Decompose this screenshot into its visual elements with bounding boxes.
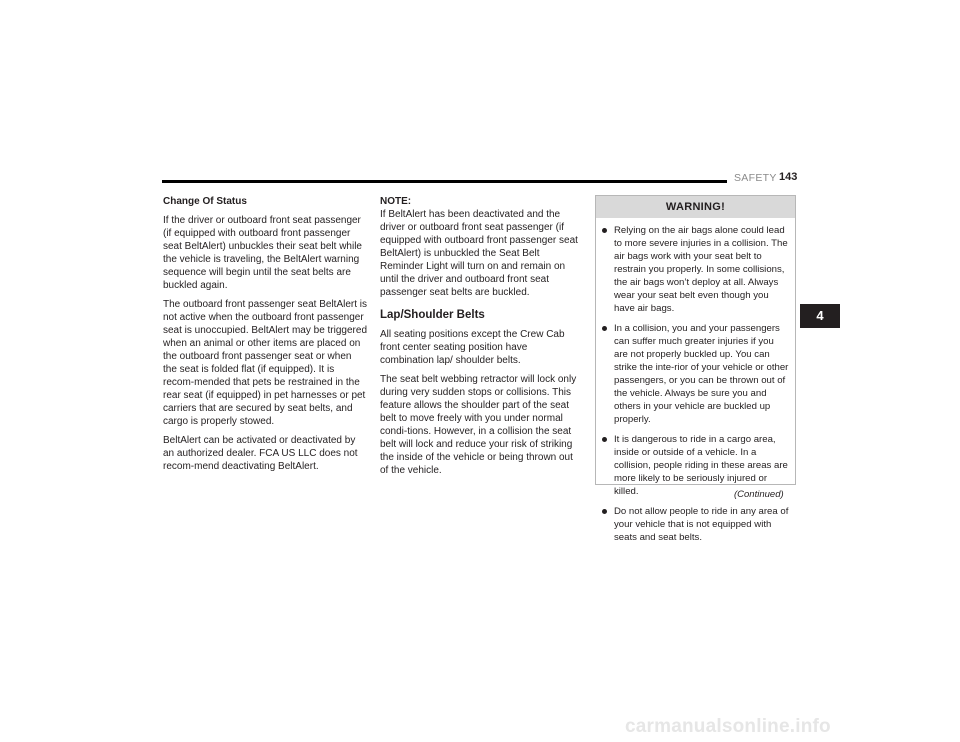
warning-title: WARNING! [596,196,795,218]
note-label: NOTE: [380,196,412,207]
chapter-tab: 4 [800,304,840,328]
watermark: carmanualsonline.info [625,716,831,737]
page-number: 143 [779,171,798,183]
warning-item [602,224,789,315]
paragraph: If the driver or outboard front seat passenger (if equipped with outboard front passenger seat BeltAlert) unbuckles their seat belt while the vehicle is traveling, the BeltAlert warning sequence will begin until the seat belts are buckled again. [163,215,362,291]
note-text: If BeltAlert has been deactivated and the driver or outboard front seat passenger (if equipped with outboard front passenger seat BeltAlert) is unbuckled the Seat Belt Reminder Light will turn on and remain on until the driver and outboard front seat passenger seat belts are buckled. [380,209,578,298]
continued-label: (Continued) [734,489,784,500]
bullet-icon [602,509,607,514]
section-title: SAFETY [734,172,777,184]
paragraph: The seat belt webbing retractor will lock only during very sudden stops or collisions. This feature allows the shoulder part of the seat belt to move freely with you under normal condi-tions. However, in a collision the seat belt will lock and reduce your risk of striking the inside of the vehicle or being thrown out of the vehicle. [380,374,577,476]
bullet-icon [602,228,607,233]
warning-item-text: Relying on the air bags alone could lead to more severe injuries in a collision. The air bags work with your seat belt to restrain you properly. In some collisions, the air bags won’t deploy at all. Always wear your seat belt even though you have air bags. [614,225,788,314]
heading-lap-shoulder-belts: Lap/Shoulder Belts [380,309,485,321]
paragraph: The outboard front passenger seat BeltAlert is not active when the outboard front passenger seat is unoccupied. BeltAlert may be triggered when an animal or other items are placed on the outboard front passenger seat or when the seat is folded flat (if equipped). It is recom-mended that pets be restrained in the rear seat (if equipped) in pet harnesses or pet carriers that are secured by seat belts, and cargo is properly stowed. [163,299,368,427]
bullet-icon [602,437,607,442]
warning-item-text: In a collision, you and your passengers can suffer much greater injuries if you are not properly buckled up. You can strike the inte-rior of your vehicle or other passengers, or you can be thrown out of the vehicle. Always be sure you and others in your vehicle are buckled up properly. [614,323,789,425]
bullet-icon [602,326,607,331]
warning-item [602,322,789,426]
warning-item [602,505,789,544]
column-left [163,195,368,479]
paragraph: BeltAlert can be activated or deactivated by an authorized dealer. FCA US LLC does not recom-mend deactivating BeltAlert. [163,435,358,472]
paragraph: All seating positions except the Crew Cab front center seating position have combination lap/ shoulder belts. [380,329,565,366]
header-rule [162,180,727,183]
note [380,195,581,299]
column-middle [380,195,581,483]
warning-item-text: It is dangerous to ride in a cargo area, inside or outside of a vehicle. In a collision, people riding in these areas are more likely to be seriously injured or killed. [614,434,788,497]
heading-change-of-status: Change Of Status [163,196,247,207]
warning-item-text: Do not allow people to ride in any area of your vehicle that is not equipped with seats and seat belts. [614,506,789,543]
